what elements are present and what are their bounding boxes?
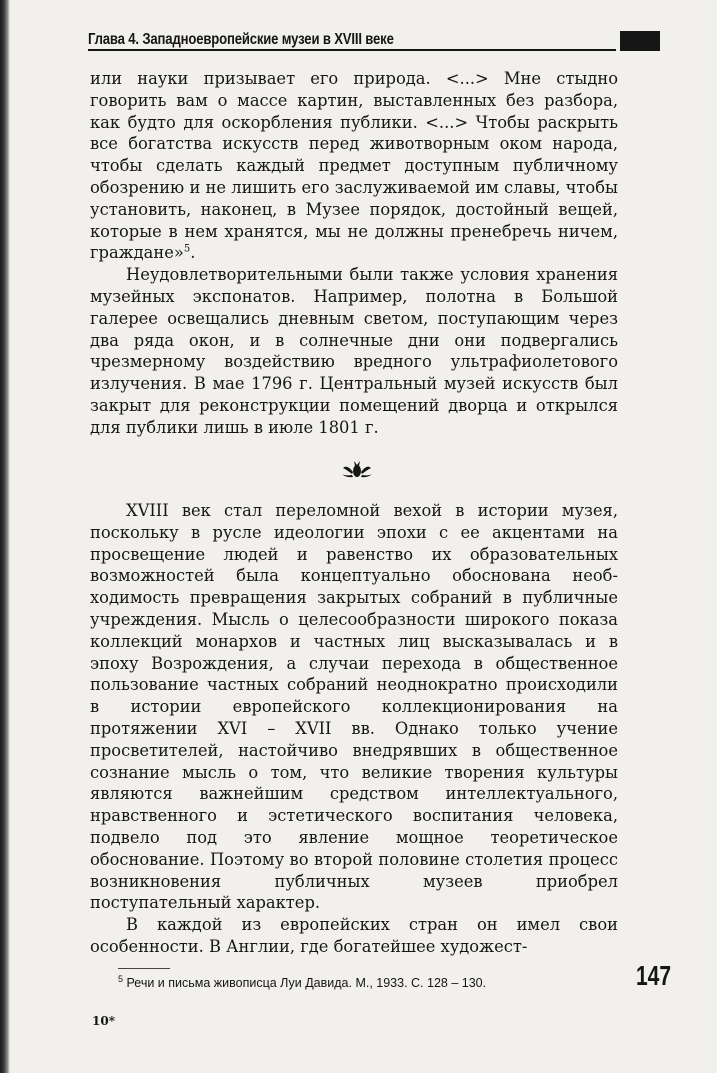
printer-signature: 10* [92, 1014, 115, 1028]
footnote [118, 974, 618, 990]
paragraph-text: или науки призывает его природа. <...> Мне стыдно говорить вам о массе картин, выставленных без разбора, как будто для оскорбления публики. <...> Чтобы раскрыть все богатства искусств перед животворным оком народа, чтобы сделать каждый предмет доступным публичному обозрению и не лишить его заслуживаемой им славы, чтобы установить, наконец, в Музее порядок, достойный вещей, которые в нем хранятся, мы не должны пренебречь ничем, граждане» [90, 69, 618, 263]
paragraph: или науки призывает его природа. <...> Мне стыдно говорить вам о массе картин, выставленных без разбора, как будто для оскорбления публики. <...> Чтобы раскрыть все богатства искусств перед животворным оком народа, чтобы сделать каждый предмет доступным публичному обозрению и не лишить его заслуживаемой им славы, чтобы установить, наконец, в Музее порядок, достойный вещей, которые в нем хранятся, мы не должны пренебречь ничем, граждане»$^5$. [90, 69, 618, 263]
paragraph: XVIII век стал переломной вехой в истории музея, поскольку в русле идеологии эпохи с ее акцентами на просвещение людей и равенство их образовательных возможностей была концептуально обоснована необходимость превращения закрытых собраний в публичные учреждения. Мысль о целесообразности широкого показа коллекций монархов и частных лиц высказывалась и в эпоху Возрождения, а случаи перехода в общественное пользование частных собраний неоднократно происходили в истории европейского коллекционирования на протяжении XVI – XVII вв. Однако только учение просветителей, настойчиво внедрявших в общественное сознание мысль о том, что великие творения культуры являются важнейшим средством интеллектуального, нравственного и эстетического воспитания человека, подвело под это явление мощное теоретическое обоснование. Поэтому во второй половине столетия процесс возникновения публичных музеев приобрел поступательный характер. [90, 501, 618, 913]
paragraph: В каждой из европейских стран он имел свои особенности. В Англии, где богатейшее художест- [90, 915, 618, 956]
ornament-icon [340, 458, 374, 480]
header-rule [88, 49, 616, 51]
chapter-title: Глава 4. Западноевропейские музеи в XVIII веке [88, 31, 394, 48]
text-block-bottom [90, 500, 618, 958]
header-block [620, 31, 660, 51]
running-header [88, 28, 660, 54]
footnote-text: Речи и письма живописца Луи Давида. М., 1933. С. 128 – 130. [126, 976, 487, 991]
paragraph: Неудовлетворительными были также условия хранения музейных экспонатов. Например, полотна в Большой галерее освещались дневным светом, поступающим через два ряда окон, и в солнечные дни они подвергались чрезмерному воздействию вредного ультрафиолетового излучения. В мае 1796 г. Центральный музей искусств был закрыт для реконструкции помещений дворца и открылся для публики лишь в июле 1801 г. [90, 265, 618, 437]
footnote-mark: 5 [118, 974, 124, 984]
text-block-top [90, 68, 618, 439]
footnote-reference: 5 [183, 243, 191, 255]
footnote-rule [118, 968, 170, 969]
page-number: 147 [636, 960, 672, 991]
page-binding-shadow [0, 0, 10, 1073]
